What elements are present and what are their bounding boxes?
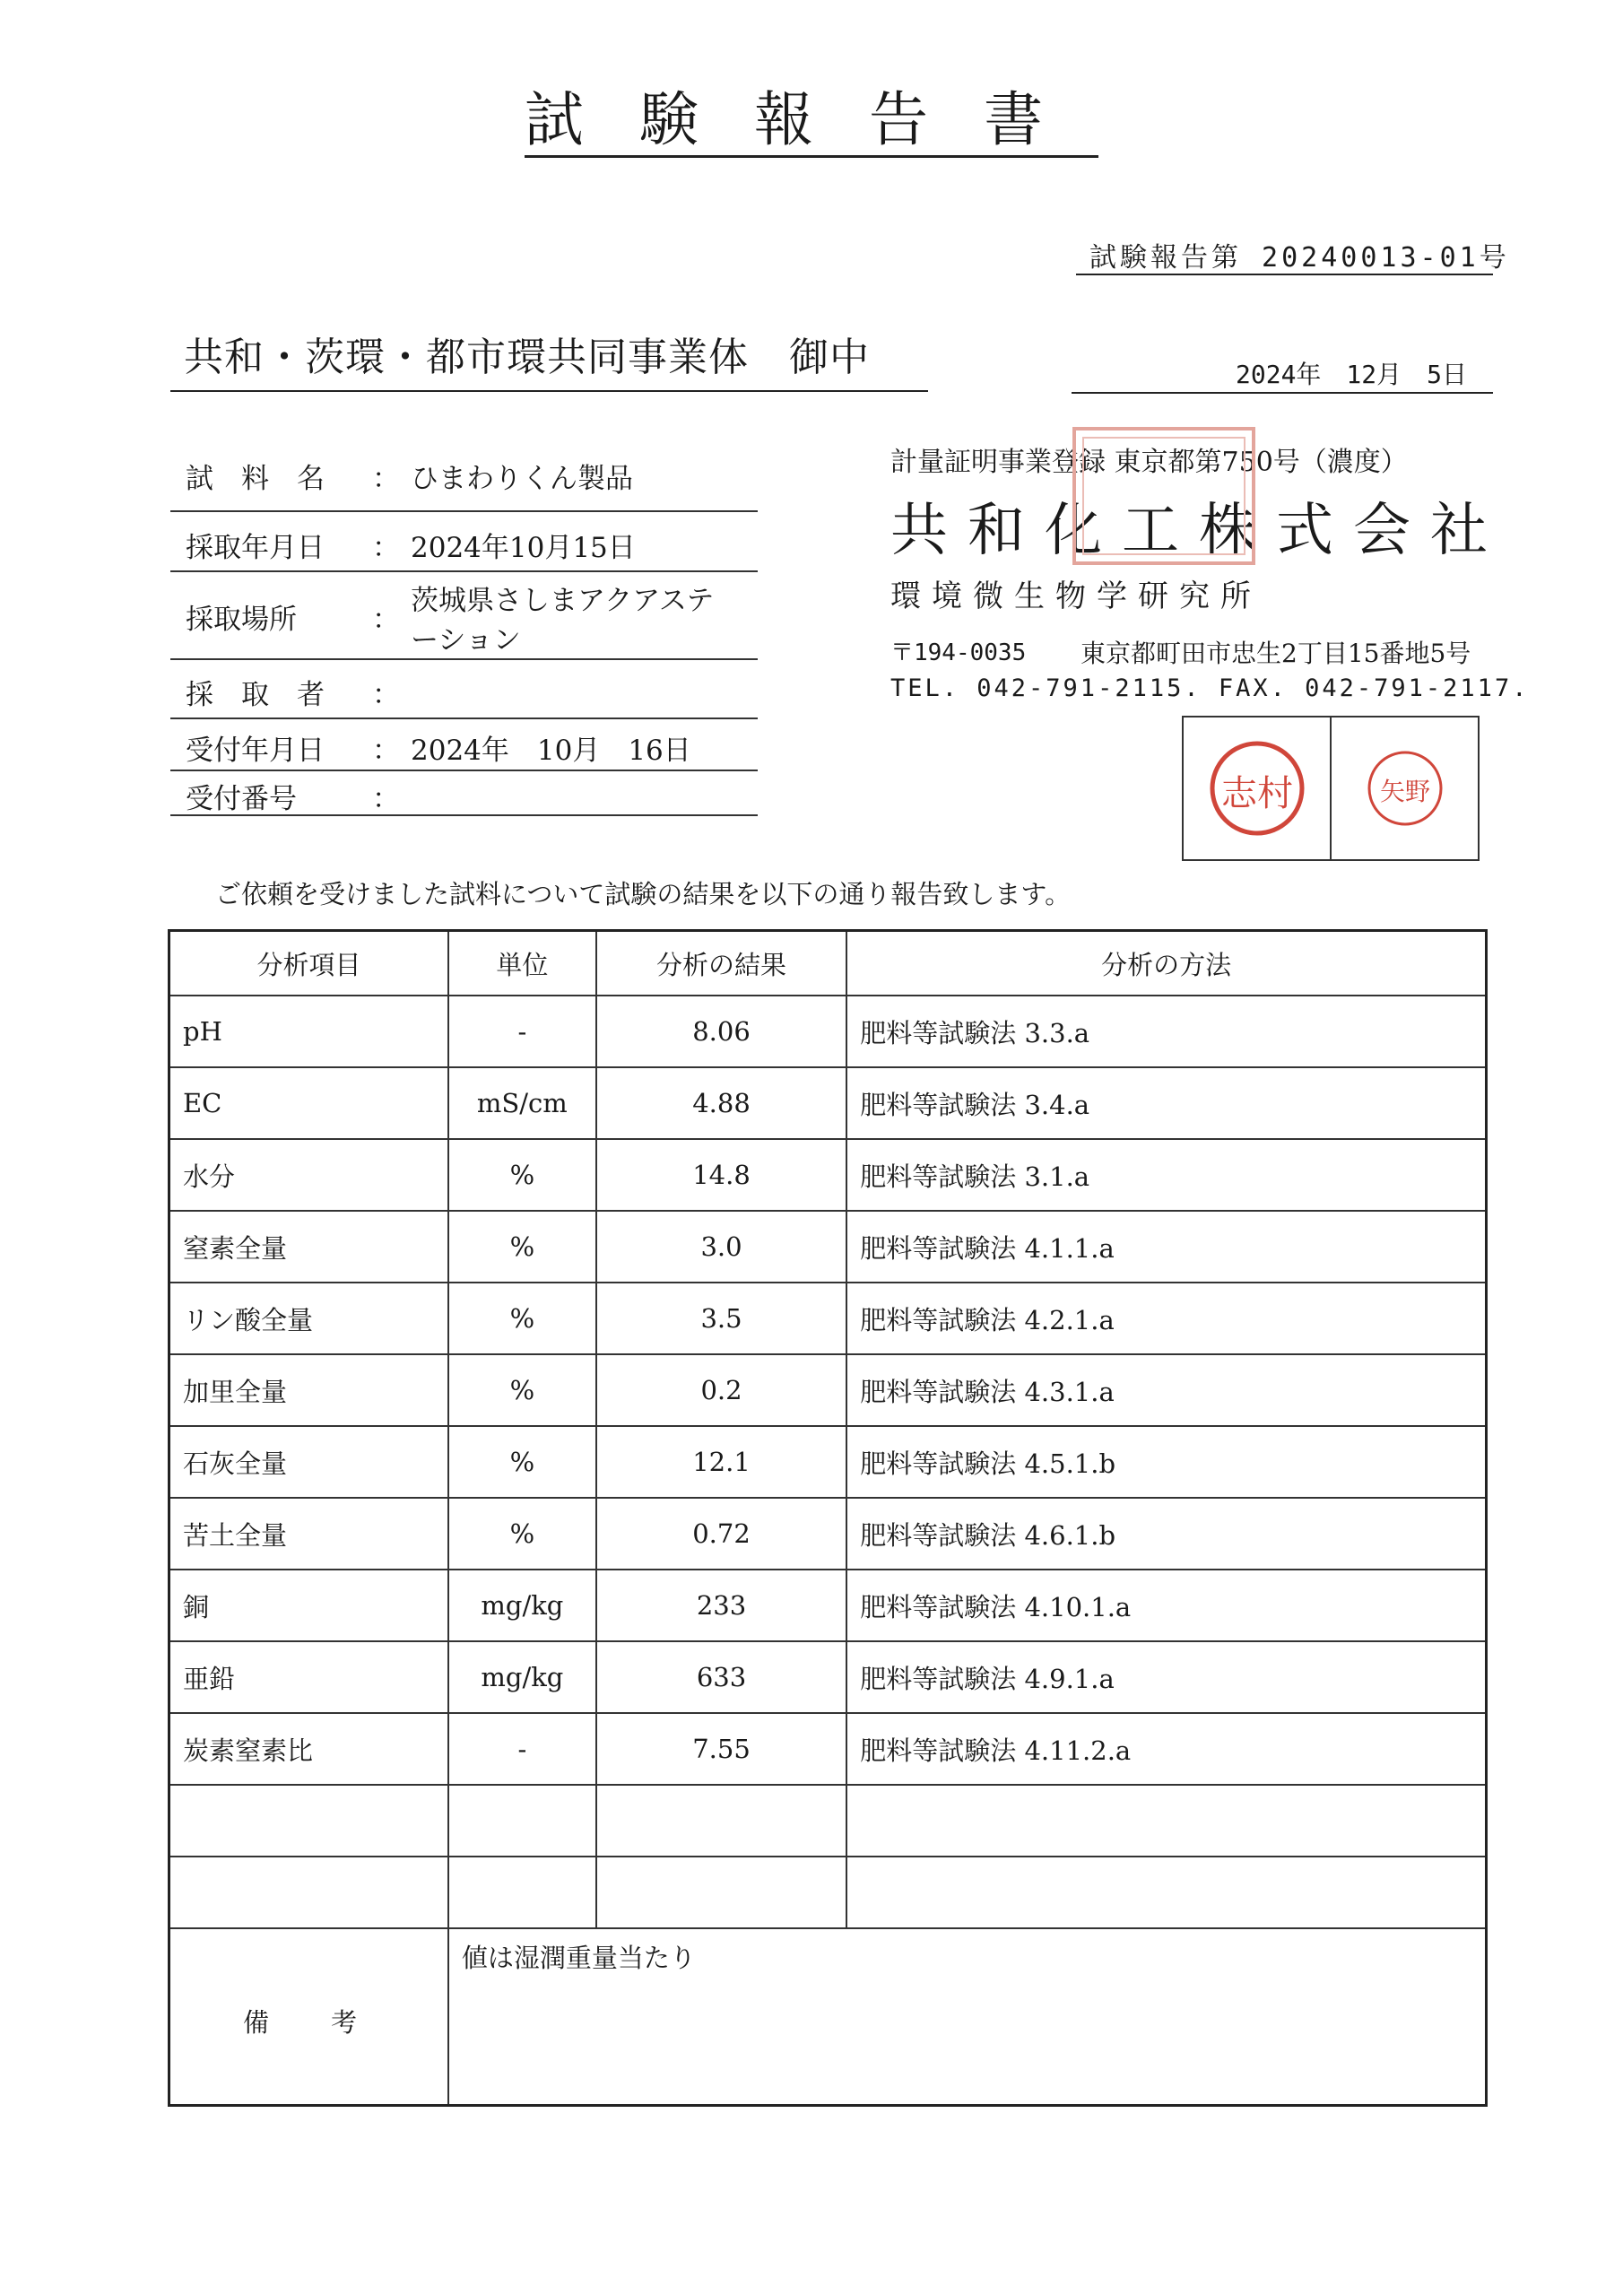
stamp-cell-1 [1184,718,1330,859]
cell-result: 633 [596,1641,846,1713]
sampling-location-label: 採取場所 [186,604,297,636]
table-row [169,1570,1487,1641]
report-number: 試験報告第 20240013-01号 [1089,242,1510,274]
cell-item: 加里全量 [169,1354,448,1426]
cell-unit: mg/kg [448,1570,596,1641]
cell-result: 12.1 [596,1426,846,1498]
cell-method: 肥料等試験法 4.11.2.a [846,1713,1486,1785]
date-underline [1072,392,1493,394]
receipt-date-value: 2024年 10月 16日 [411,735,691,767]
cell-result: 0.2 [596,1354,846,1426]
remarks-text: 値は湿潤重量当たり [448,1928,1487,2106]
sampling-date-label: 採取年月日 [186,532,325,564]
cell-unit: mg/kg [448,1641,596,1713]
table-row [169,1211,1487,1283]
sampling-location-value-line2: ーション [411,624,521,657]
table-row [169,1139,1487,1211]
cell-method: 肥料等試験法 4.10.1.a [846,1570,1486,1641]
cell-method: 肥料等試験法 4.3.1.a [846,1354,1486,1426]
company-seal-icon [1067,422,1264,574]
header-item: 分析項目 [169,931,448,996]
table-row [169,1283,1487,1354]
svg-text:矢野: 矢野 [1379,777,1430,806]
cell-unit: - [448,1713,596,1785]
header-unit: 単位 [448,931,596,996]
cell-result: 3.0 [596,1211,846,1283]
document-title: 試験報告書 [525,85,1098,158]
cell-unit: % [448,1498,596,1570]
table-row [169,996,1487,1067]
company-address: 東京都町田市忠生2丁目15番地5号 [1081,639,1471,668]
sampler-label: 採 取 者 [186,679,325,711]
cell-method: 肥料等試験法 4.5.1.b [846,1426,1486,1498]
cell-method: 肥料等試験法 4.6.1.b [846,1498,1486,1570]
cell-unit: % [448,1211,596,1283]
svg-text:志村: 志村 [1220,773,1293,814]
recipient-underline [170,390,928,392]
table-header-row [169,931,1487,996]
intro-text: ご依頼を受けました試料について試験の結果を以下の通り報告致します。 [215,879,1072,909]
header-result: 分析の結果 [596,931,846,996]
cell-result: 4.88 [596,1067,846,1139]
cell-result: 0.72 [596,1498,846,1570]
table-row-empty [169,1857,1487,1928]
report-number-underline [1076,274,1493,275]
table-row [169,1498,1487,1570]
table-row [169,1067,1487,1139]
receipt-date-label: 受付年月日 [186,735,325,767]
recipient: 共和・茨環・都市環共同事業体 御中 [184,335,870,380]
table-row [169,1713,1487,1785]
cell-unit: % [448,1426,596,1498]
cell-method: 肥料等試験法 4.1.1.a [846,1211,1486,1283]
table-row [169,1641,1487,1713]
cell-result: 3.5 [596,1283,846,1354]
cell-unit: % [448,1283,596,1354]
cell-unit: mS/cm [448,1067,596,1139]
cell-method: 肥料等試験法 3.4.a [846,1067,1486,1139]
cell-item: 苦土全量 [169,1498,448,1570]
cell-result: 8.06 [596,996,846,1067]
cell-item: 窒素全量 [169,1211,448,1283]
sample-name-label: 試 料 名 [186,463,325,495]
cell-item: 亜鉛 [169,1641,448,1713]
cell-unit: % [448,1139,596,1211]
cell-result: 7.55 [596,1713,846,1785]
seal-shimura-icon [1208,739,1306,838]
cell-method: 肥料等試験法 4.9.1.a [846,1641,1486,1713]
report-date: 2024年 12月 5日 [1236,360,1468,389]
cell-item: EC [169,1067,448,1139]
cell-item: リン酸全量 [169,1283,448,1354]
remarks-row [169,1928,1487,2106]
cell-result: 14.8 [596,1139,846,1211]
table-row [169,1354,1487,1426]
receipt-number-label: 受付番号 [186,783,297,815]
seal-yano-icon [1365,748,1445,829]
cell-item: 銅 [169,1570,448,1641]
table-row [169,1426,1487,1498]
sampling-date-value: 2024年10月15日 [411,532,636,564]
sample-name-value: ひまわりくん製品 [411,463,633,495]
approval-stamps [1182,716,1480,861]
cell-item: 炭素窒素比 [169,1713,448,1785]
header-method: 分析の方法 [846,931,1486,996]
cell-method: 肥料等試験法 3.1.a [846,1139,1486,1211]
stamp-cell-2 [1330,718,1478,859]
cell-method: 肥料等試験法 3.3.a [846,996,1486,1067]
results-table [168,929,1488,2107]
cell-unit: % [448,1354,596,1426]
company-name: 共和化工株式会社 [890,498,1507,564]
sampling-location-value: 茨城県さしまアクアステ [411,585,715,617]
cell-item: 水分 [169,1139,448,1211]
postal-code: 〒194-0035 [890,639,1027,666]
tel-fax: TEL. 042-791-2115. FAX. 042-791-2117. [890,674,1530,702]
table-row-empty [169,1785,1487,1857]
certification-text: 計量証明事業登録 東京都第750号（濃度） [890,447,1408,478]
remarks-label: 備 考 [169,1928,448,2106]
cell-item: 石灰全量 [169,1426,448,1498]
institute-name: 環境微生物学研究所 [890,578,1262,614]
cell-unit: - [448,996,596,1067]
cell-result: 233 [596,1570,846,1641]
cell-method: 肥料等試験法 4.2.1.a [846,1283,1486,1354]
cell-item: pH [169,996,448,1067]
